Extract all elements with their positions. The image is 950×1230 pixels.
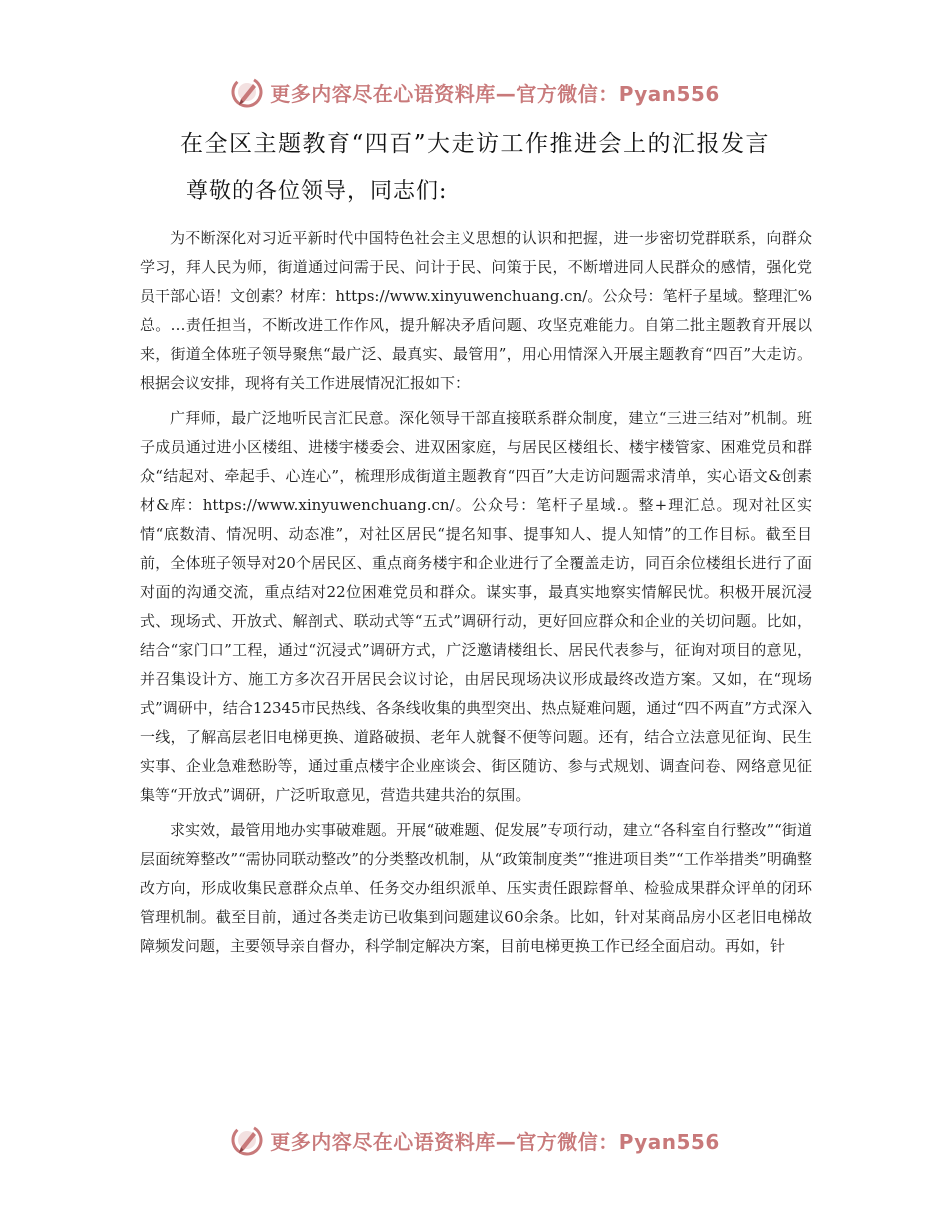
paragraph: 为不断深化对习近平新时代中国特色社会主义思想的认识和把握，进一步密切党群联系，向群众学习，拜人民为师，街道通过问需于民、问计于民、问策于民，不断增进同人民群众的感情，强化党员干部心语！文创素？材库：https://www.xinyuwenchuang.cn/。公众号：笔杆子星域。整理汇%总。…责任担当，不断改进工作作风，提升解决矛盾问题、攻坚克难能力。自第二批主题教育开展以来，街道全体班子领导聚焦“最广泛、最真实、最管用”，用心用情深入开展主题教育“四百”大走访。根据会议安排，现将有关工作进展情况汇报如下： <box>140 229 812 392</box>
watermark-text: 更多内容尽在心语资料库—官方微信：Pyan556 <box>270 1129 720 1154</box>
footer-watermark-banner <box>0 1120 950 1160</box>
brush-pen-logo-icon <box>230 75 264 109</box>
header-watermark-banner <box>0 72 950 112</box>
paragraph: 广拜师，最广泛地听民言汇民意。深化领导干部直接联系群众制度，建立“三进三结对”机制。班子成员通过进小区楼组、进楼宇楼委会、进双困家庭，与居民区楼组长、楼宇楼管家、困难党员和群众“结起对、牵起手、心连心”，梳理形成街道主题教育“四百”大走访问题需求清单，实心语文&创素材&库：https://www.xinyuwenchuang.cn/。公众号：笔杆子星域.。整+理汇总。现对社区实情“底数清、情况明、动态准”，对社区居民“提名知事、提事知人、提人知情”的工作目标。截至目前，全体班子领导对20个居民区、重点商务楼宇和企业进行了全覆盖走访，同百余位楼组长进行了面对面的沟通交流，重点结对22位困难党员和群众。谋实事，最真实地察实情解民忧。积极开展沉浸式、现场式、开放式、解剖式、联动式等“五式”调研行动，更好回应群众和企业的关切问题。比如，结合“家门口”工程，通过“沉浸式”调研方式，广泛邀请楼组长、居民代表参与，征询对项目的意见，并召集设计方、施工方多次召开居民会议讨论，由居民现场决议形成最终改造方案。又如，在“现场式”调研中，结合12345市民热线、各条线收集的典型突出、热点疑难问题，通过“四不两直”方式深入一线，了解高层老旧电梯更换、道路破损、老年人就餐不便等问题。还有，结合立法意见征询、民生实事、企业急难愁盼等，通过重点楼宇企业座谈会、街区随访、参与式规划、调查问卷、网络意见征集等“开放式”调研，广泛听取意见，营造共建共治的氛围。 <box>140 409 812 804</box>
salutation: 尊敬的各位领导，同志们: <box>186 179 448 204</box>
brush-pen-logo-icon <box>230 1123 264 1157</box>
document-body <box>140 224 812 967</box>
paragraph: 求实效，最管用地办实事破难题。开展“破难题、促发展”专项行动，建立“各科室自行整改”“街道层面统筹整改”“需协同联动整改”的分类整改机制，从“政策制度类”“推进项目类”“工作举措类”明确整改方向，形成收集民意群众点单、任务交办组织派单、压实责任跟踪督单、检验成果群众评单的闭环管理机制。截至目前，通过各类走访已收集到问题建议60余条。比如，针对某商品房小区老旧电梯故障频发问题，主要领导亲自督办，科学制定解决方案，目前电梯更换工作已经全面启动。再如，针 <box>140 821 812 955</box>
document-title: 在全区主题教育“四百”大走访工作推进会上的汇报发言 <box>179 131 771 157</box>
watermark-text: 更多内容尽在心语资料库—官方微信：Pyan556 <box>270 81 720 106</box>
